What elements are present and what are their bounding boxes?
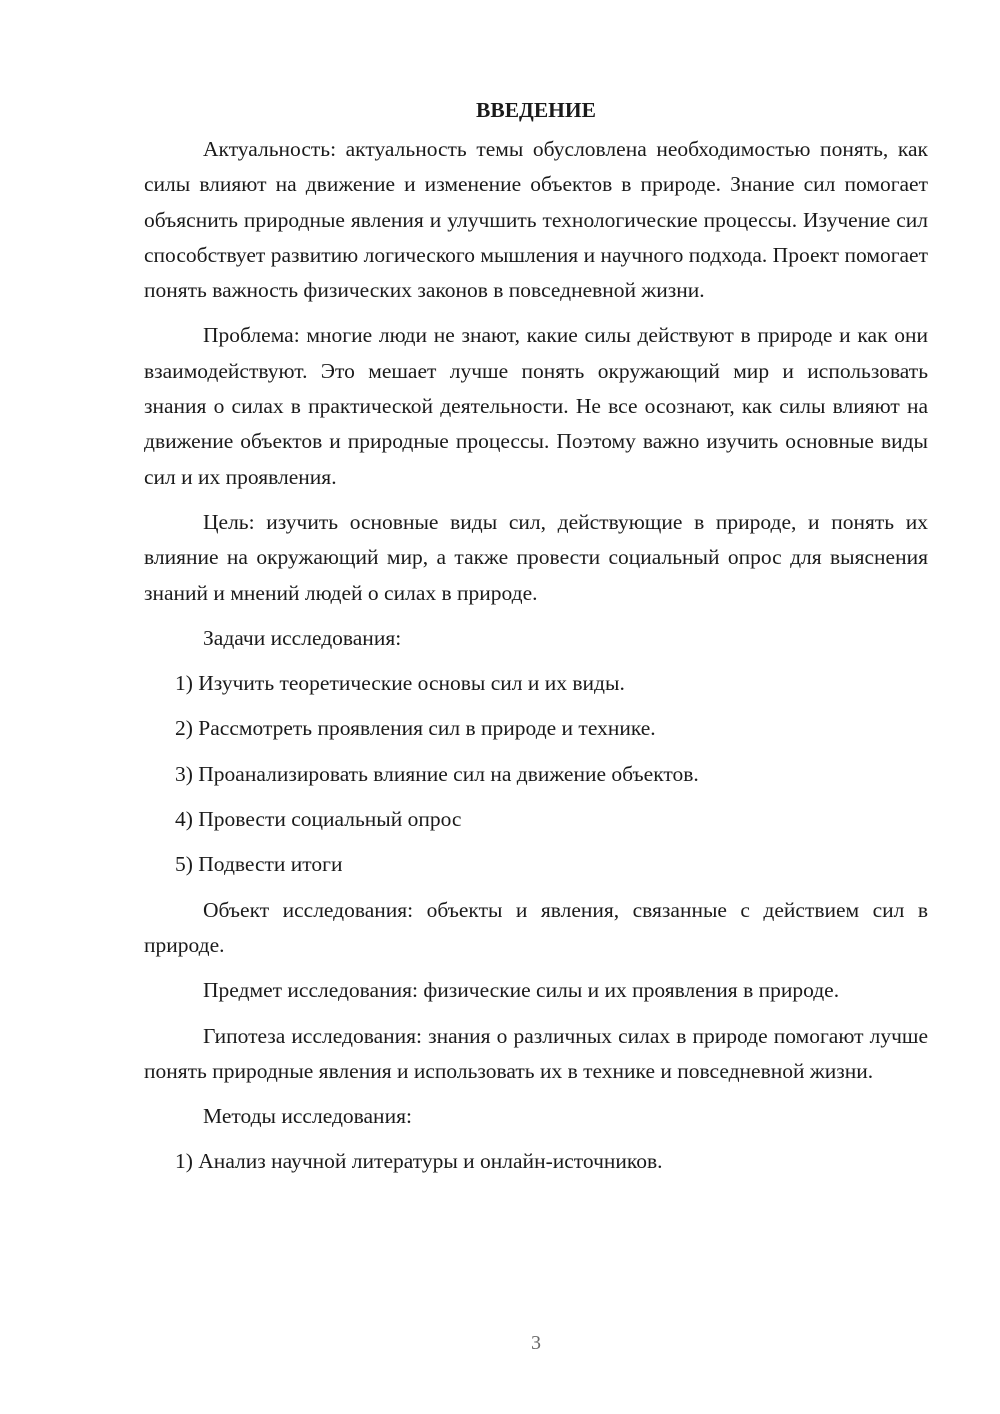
task-item: 3) Проанализировать влияние сил на движение объектов.: [175, 761, 699, 786]
page-title: ВВЕДЕНИЕ: [476, 98, 596, 122]
task-item: 5) Подвести итоги: [175, 852, 343, 877]
task-item: 1) Изучить теоретические основы сил и их виды.: [175, 671, 625, 696]
methods-heading: Методы исследования:: [203, 1104, 412, 1129]
goal-paragraph: Цель: изучить основные виды сил, действующие в природе, и понять их влияние на окружающий мир, а также провести социальный опрос для выяснения знаний и мнений людей о силах в природе.: [144, 509, 928, 605]
task-item: 4) Провести социальный опрос: [175, 807, 462, 832]
relevance-paragraph: Актуальность: актуальность темы обусловлена необходимостью понять, как силы влияют на движение и изменение объектов в природе. Знание сил помогает объяснить природные явления и улучшить технологические процессы. Изучение сил способствует развитию логического мышления и научного подхода. Проект помогает понять важность физических законов в повседневной жизни.: [144, 137, 928, 303]
document-page: [144, 92, 928, 1190]
page-number: 3: [531, 1332, 541, 1354]
object-paragraph: Объект исследования: объекты и явления, связанные с действием сил в природе.: [144, 897, 928, 957]
method-item: 1) Анализ научной литературы и онлайн-источников.: [175, 1149, 663, 1174]
tasks-list: [144, 666, 928, 882]
subject-paragraph: Предмет исследования: физические силы и их проявления в природе.: [203, 978, 840, 1003]
methods-list: [144, 1144, 928, 1179]
tasks-heading: Задачи исследования:: [203, 625, 402, 650]
task-item: 2) Рассмотреть проявления сил в природе и технике.: [175, 716, 656, 741]
problem-paragraph: Проблема: многие люди не знают, какие силы действуют в природе и как они взаимодействуют. Это мешает лучше понять окружающий мир и использовать знания о силах в практической деятельности. Не все осознают, как силы влияют на движение объектов и природные процессы. Поэтому важно изучить основные виды сил и их проявления.: [144, 323, 928, 489]
hypothesis-paragraph: Гипотеза исследования: знания о различных силах в природе помогают лучше понять природные явления и использовать их в технике и повседневной жизни.: [144, 1023, 928, 1083]
